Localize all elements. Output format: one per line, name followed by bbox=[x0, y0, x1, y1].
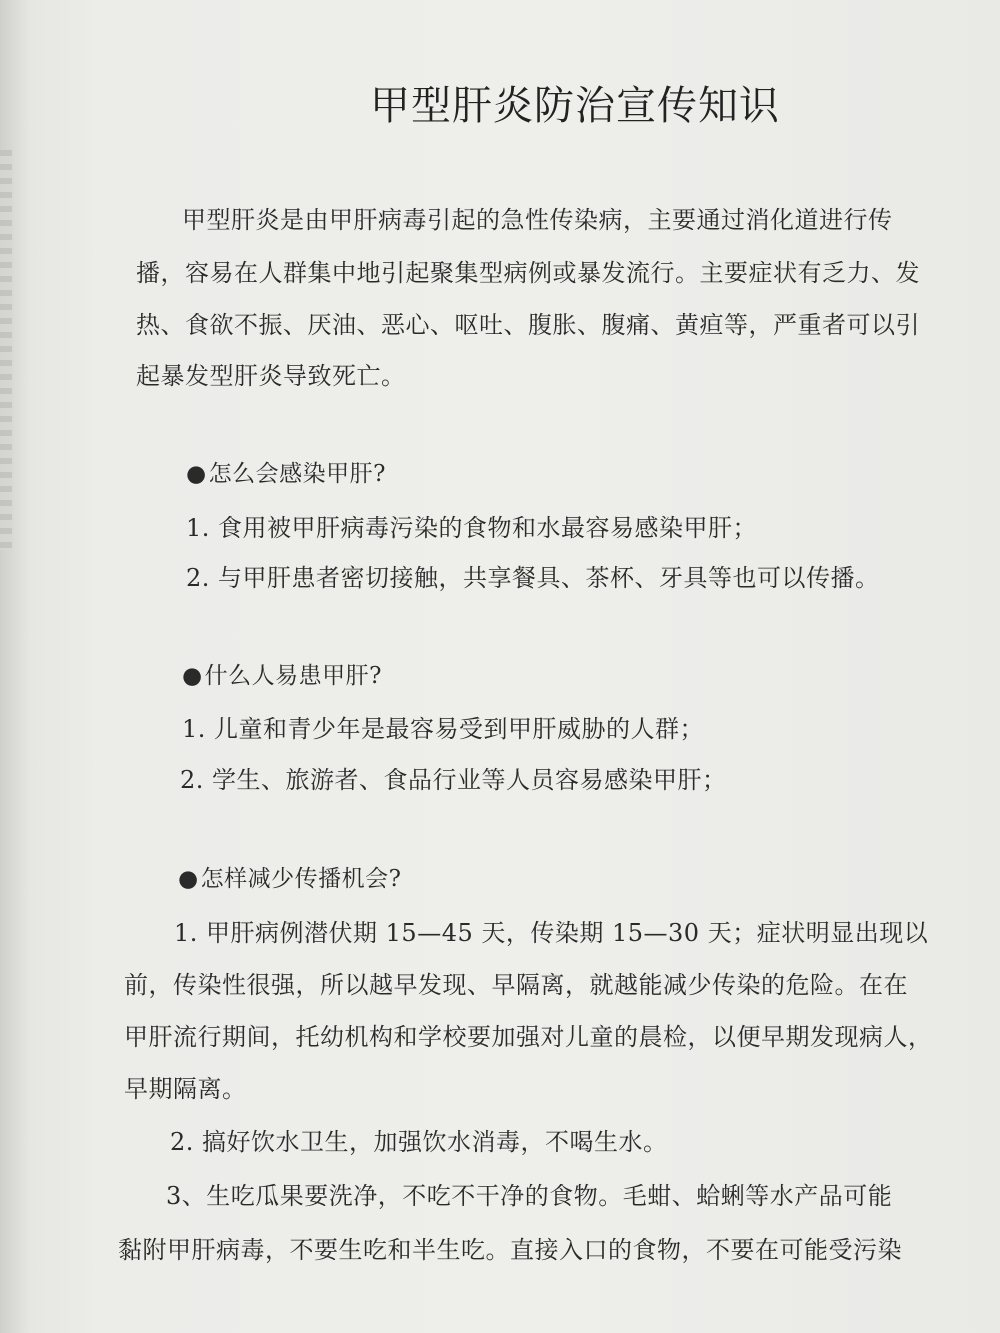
section1-item-1: 1. 食用被甲肝病毒污染的食物和水最容易感染甲肝； bbox=[186, 514, 758, 542]
section-heading-prevention bbox=[178, 860, 401, 893]
intro-line-1: 甲型肝炎是由甲肝病毒引起的急性传染病，主要通过消化道进行传 bbox=[182, 206, 893, 234]
intro-line-4: 起暴发型肝炎导致死亡。 bbox=[136, 362, 406, 390]
page-title: 甲型肝炎防治宣传知识 bbox=[370, 83, 780, 129]
bullet-icon: ● bbox=[178, 866, 199, 892]
section2-item-2: 2. 学生、旅游者、食品行业等人员容易感染甲肝； bbox=[180, 766, 727, 794]
section3-line-7: 黏附甲肝病毒，不要生吃和半生吃。直接入口的食物，不要在可能受污染 bbox=[118, 1236, 902, 1264]
section-heading-infection bbox=[186, 455, 386, 488]
section-heading-text: 怎样减少传播机会? bbox=[200, 866, 402, 892]
section3-line-4: 早期隔离。 bbox=[124, 1075, 247, 1103]
bullet-icon: ● bbox=[182, 663, 203, 689]
section2-item-1: 1. 儿童和青少年是最容易受到甲肝威胁的人群； bbox=[182, 715, 705, 743]
section-heading-text: 怎么会感染甲肝? bbox=[208, 461, 386, 487]
section3-line-5: 2. 搞好饮水卫生，加强饮水消毒，不喝生水。 bbox=[170, 1128, 668, 1156]
intro-line-3: 热、食欲不振、厌油、恶心、呕吐、腹胀、腹痛、黄疸等，严重者可以引 bbox=[136, 311, 920, 339]
section1-item-2: 2. 与甲肝患者密切接触，共享餐具、茶杯、牙具等也可以传播。 bbox=[186, 564, 880, 592]
section-heading-risk-groups bbox=[182, 657, 382, 690]
intro-line-2: 播，容易在人群集中地引起聚集型病例或暴发流行。主要症状有乏力、发 bbox=[136, 259, 920, 287]
section3-line-6: 3、生吃瓜果要洗净，不吃不干净的食物。毛蚶、蛤蜊等水产品可能 bbox=[166, 1182, 893, 1210]
section-heading-text: 什么人易患甲肝? bbox=[204, 663, 382, 689]
bullet-icon: ● bbox=[186, 461, 207, 487]
section3-line-1: 1. 甲肝病例潜伏期 15—45 天，传染期 15—30 天；症状明显出现以 bbox=[174, 919, 929, 947]
page-edge-binding bbox=[0, 150, 12, 550]
section3-line-3: 甲肝流行期间，托幼机构和学校要加强对儿童的晨检，以便早期发现病人， bbox=[124, 1023, 933, 1051]
section3-line-2: 前，传染性很强，所以越早发现、早隔离，就越能减少传染的危险。在在 bbox=[124, 971, 908, 999]
